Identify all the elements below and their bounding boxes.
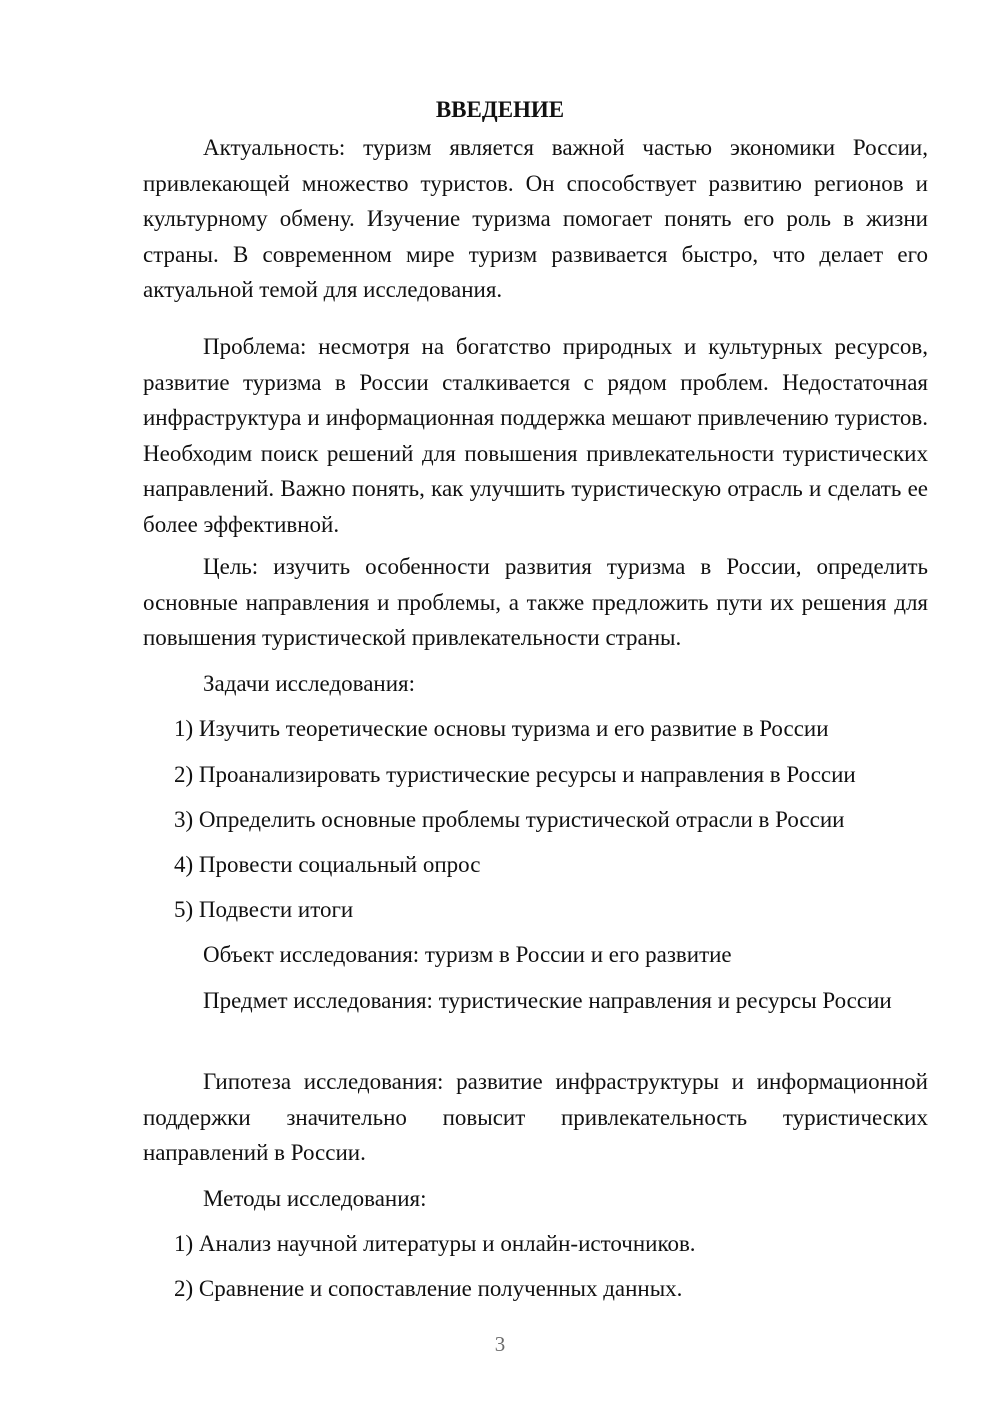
methods-heading: Методы исследования: (203, 1186, 427, 1211)
object-line: Объект исследования: туризм в России и его развитие (203, 942, 732, 967)
goal-paragraph: Цель: изучить особенности развития туризма в России, определить основные направления и проблемы, а также предложить пути их решения для повышения туристической привлекательности страны. (143, 554, 928, 650)
problem-paragraph: Проблема: несмотря на богатство природных и культурных ресурсов, развитие туризма в России сталкивается с рядом проблем. Недостаточная инфраструктура и информационная поддержка мешают привлечению туристов. Необходим поиск решений для повышения привлекательности туристических направлений. Важно понять, как улучшить туристическую отрасль и сделать ее более эффективной. (143, 334, 928, 537)
tasks-heading: Задачи исследования: (203, 671, 416, 696)
task-item: 1) Изучить теоретические основы туризма и его развитие в России (174, 716, 829, 741)
method-item: 2) Сравнение и сопоставление полученных данных. (174, 1276, 683, 1301)
task-item: 3) Определить основные проблемы туристической отрасли в России (174, 807, 845, 832)
task-item: 2) Проанализировать туристические ресурсы и направления в России (174, 762, 856, 787)
task-item: 5) Подвести итоги (174, 897, 354, 922)
subject-paragraph: Предмет исследования: туристические направления и ресурсы России (203, 988, 892, 1013)
page-number: 3 (494, 1332, 506, 1356)
relevance-paragraph: Актуальность: туризм является важной частью экономики России, привлекающей множество туристов. Он способствует развитию регионов и культурному обмену. Изучение туризма помогает понять его роль в жизни страны. В современном мире туризм развивается быстро, что делает его актуальной темой для исследования. (143, 135, 928, 302)
hypothesis-paragraph: Гипотеза исследования: развитие инфраструктуры и информационной поддержки значительно повысит привлекательность туристических направлений в России. (143, 1069, 928, 1165)
task-item: 4) Провести социальный опрос (174, 852, 481, 877)
section-title: ВВЕДЕНИЕ (435, 97, 565, 122)
method-item: 1) Анализ научной литературы и онлайн-источников. (174, 1231, 696, 1256)
